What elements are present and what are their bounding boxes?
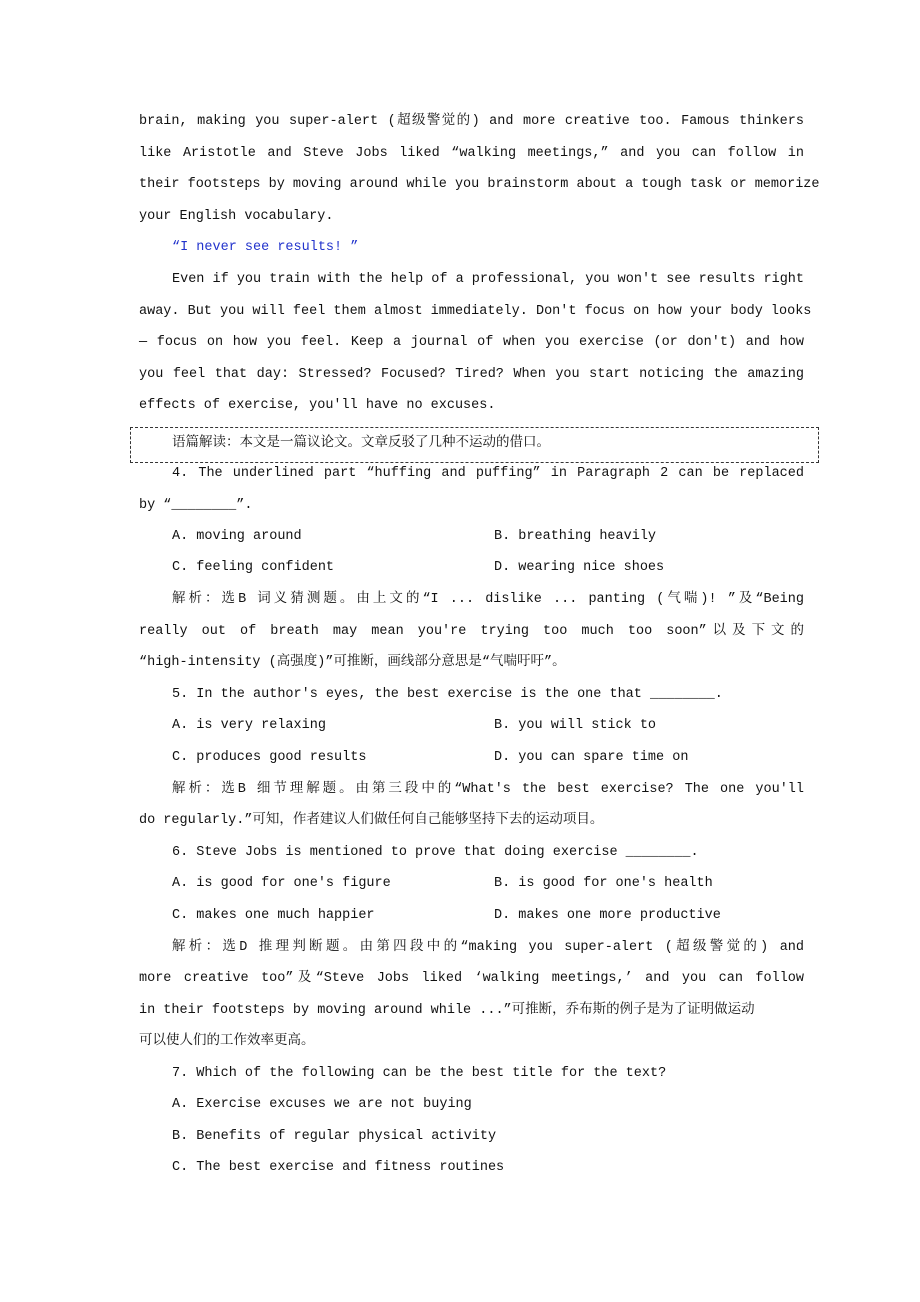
section-subheading: “I never see results! ” <box>172 240 359 255</box>
option-a: A. Exercise excuses we are not buying <box>172 1097 472 1112</box>
option-b: B. Benefits of regular physical activity <box>172 1129 497 1144</box>
question-stem: by “________”. <box>139 498 253 513</box>
analysis-line: more creative too”及“Steve Jobs liked ‘walking meetings,’ and you can follow <box>139 971 804 986</box>
option-b: B. breathing heavily <box>494 529 657 544</box>
passage-line: their footsteps by moving around while you brainstorm about a tough task or memorize <box>139 177 820 192</box>
question-stem: 6. Steve Jobs is mentioned to prove that doing exercise ________. <box>172 845 699 860</box>
analysis-line: 可以使人们的工作效率更高。 <box>139 1034 315 1049</box>
question-stem: 4. The underlined part “huffing and puffing” in Paragraph 2 can be replaced <box>172 466 804 481</box>
analysis-line: really out of breath may mean you're trying too much too soon”以及下文的 <box>139 624 804 639</box>
option-c: C. The best exercise and fitness routines <box>172 1160 505 1175</box>
analysis-line: do regularly.”可知，作者建议人们做任何自己能够坚持下去的运动项目。 <box>139 813 604 828</box>
analysis-line: 解析：选B 词义猜测题。由上文的“I ... dislike ... panting (气喘)! ”及“Being <box>172 592 804 607</box>
option-a: A. is very relaxing <box>172 718 326 733</box>
analysis-line: “high-intensity (高强度)”可推断，画线部分意思是“气喘吁吁”。 <box>139 655 566 670</box>
option-b: B. you will stick to <box>494 718 657 733</box>
passage-line: your English vocabulary. <box>139 209 334 224</box>
option-d: D. makes one more productive <box>494 908 721 923</box>
passage-line: brain, making you super-alert (超级警觉的) and more creative too. Famous thinkers <box>139 114 804 129</box>
analysis-line: 解析：选D 推理判断题。由第四段中的“making you super-alert (超级警觉的) and <box>172 940 804 955</box>
option-c: C. feeling confident <box>172 560 335 575</box>
option-a: A. is good for one's figure <box>172 876 391 891</box>
passage-line: away. But you will feel them almost immediately. Don't focus on how your body looks <box>139 304 812 319</box>
option-d: D. wearing nice shoes <box>494 560 665 575</box>
passage-line: effects of exercise, you'll have no excuses. <box>139 398 496 413</box>
analysis-line: in their footsteps by moving around while ...”可推断，乔布斯的例子是为了证明做运动 <box>139 1003 755 1018</box>
summary-text: 语篇解读：本文是一篇议论文。文章反驳了几种不运动的借口。 <box>172 436 550 451</box>
passage-line: Even if you train with the help of a professional, you won't see results right <box>172 272 804 287</box>
passage-line: — focus on how you feel. Keep a journal of when you exercise (or don't) and how <box>139 335 804 350</box>
question-stem: 5. In the author's eyes, the best exercise is the one that ________. <box>172 687 723 702</box>
question-stem: 7. Which of the following can be the best title for the text? <box>172 1066 667 1081</box>
analysis-line: 解析：选B 细节理解题。由第三段中的“What's the best exercise? The one you'll <box>172 782 804 797</box>
option-c: C. makes one much happier <box>172 908 375 923</box>
option-d: D. you can spare time on <box>494 750 689 765</box>
passage-line: you feel that day: Stressed? Focused? Tired? When you start noticing the amazing <box>139 367 804 382</box>
option-c: C. produces good results <box>172 750 367 765</box>
option-a: A. moving around <box>172 529 302 544</box>
option-b: B. is good for one's health <box>494 876 713 891</box>
passage-line: like Aristotle and Steve Jobs liked “walking meetings,” and you can follow in <box>139 146 804 161</box>
